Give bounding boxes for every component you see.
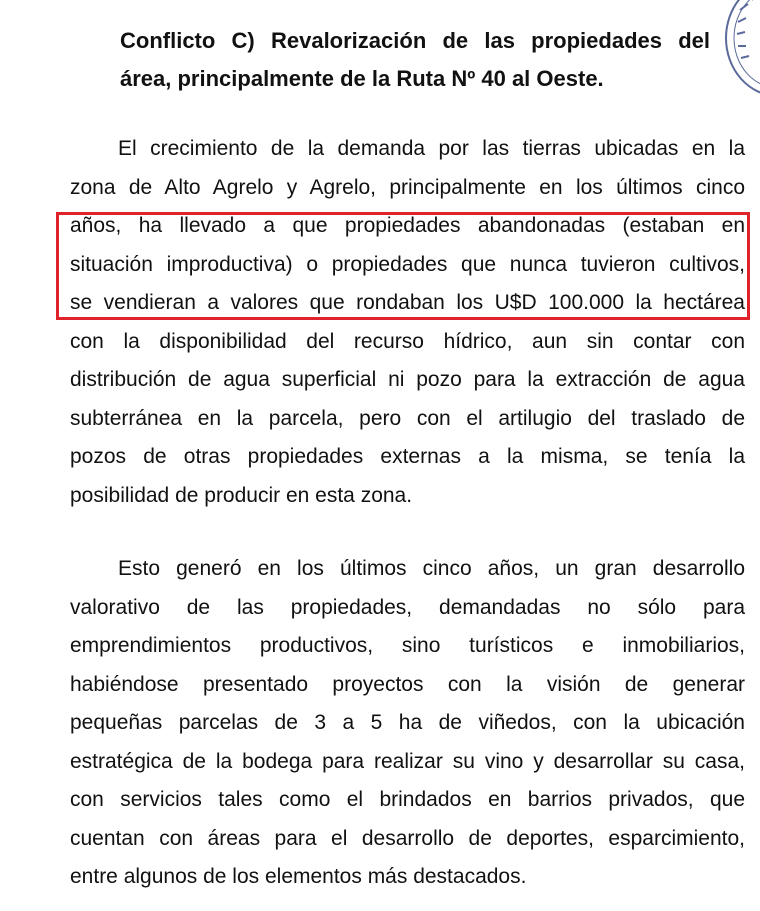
highlight-box <box>56 212 750 320</box>
paragraph-line: pozos de otras propiedades externas a la misma, se tenía la <box>70 445 745 468</box>
paragraph-1 <box>70 130 745 515</box>
paragraph-line: pequeñas parcelas de 3 a 5 ha de viñedos, con la ubicación <box>70 711 745 734</box>
paragraph-line: distribución de agua superficial ni pozo para la extracción de agua <box>70 368 745 391</box>
paragraph-line: cuentan con áreas para el desarrollo de deportes, esparcimiento, <box>70 826 745 850</box>
paragraph-line: se vendieran a valores que rondaban los U$D 100.000 la hectárea <box>70 291 745 314</box>
paragraph-line: entre algunos de los elementos más destacados. <box>70 865 527 888</box>
heading-line-1: Conflicto C) Revalorización de las propiedades del <box>120 28 710 53</box>
heading-line-2: área, principalmente de la Ruta Nº 40 al Oeste. <box>120 66 604 91</box>
paragraph-line: con la disponibilidad del recurso hídrico, aun sin contar con <box>70 329 745 353</box>
paragraph-line: valorativo de las propiedades, demandadas no sólo para <box>70 595 745 619</box>
seal-stamp-icon <box>718 0 760 100</box>
paragraph-line: Esto generó en los últimos cinco años, un gran desarrollo <box>118 557 745 580</box>
paragraph-line: emprendimientos productivos, sino turísticos e inmobiliarios, <box>70 634 745 657</box>
paragraph-line: situación improductiva) o propiedades que nunca tuvieron cultivos, <box>70 252 745 276</box>
paragraph-line: habiéndose presentado proyectos con la visión de generar <box>70 672 745 696</box>
paragraph-line: años, ha llevado a que propiedades abandonadas (estaban en <box>70 214 745 237</box>
paragraph-line: con servicios tales como el brindados en barrios privados, que <box>70 788 745 811</box>
paragraph-line: estratégica de la bodega para realizar su vino y desarrollar su casa, <box>70 749 745 773</box>
paragraph-2 <box>70 550 745 897</box>
section-heading <box>120 22 710 98</box>
paragraph-line: posibilidad de producir en esta zona. <box>70 483 413 507</box>
paragraph-line: subterránea en la parcela, pero con el artilugio del traslado de <box>70 406 745 430</box>
paragraph-line: zona de Alto Agrelo y Agrelo, principalmente en los últimos cinco <box>70 175 745 199</box>
paragraph-line: El crecimiento de la demanda por las tierras ubicadas en la <box>118 137 745 160</box>
